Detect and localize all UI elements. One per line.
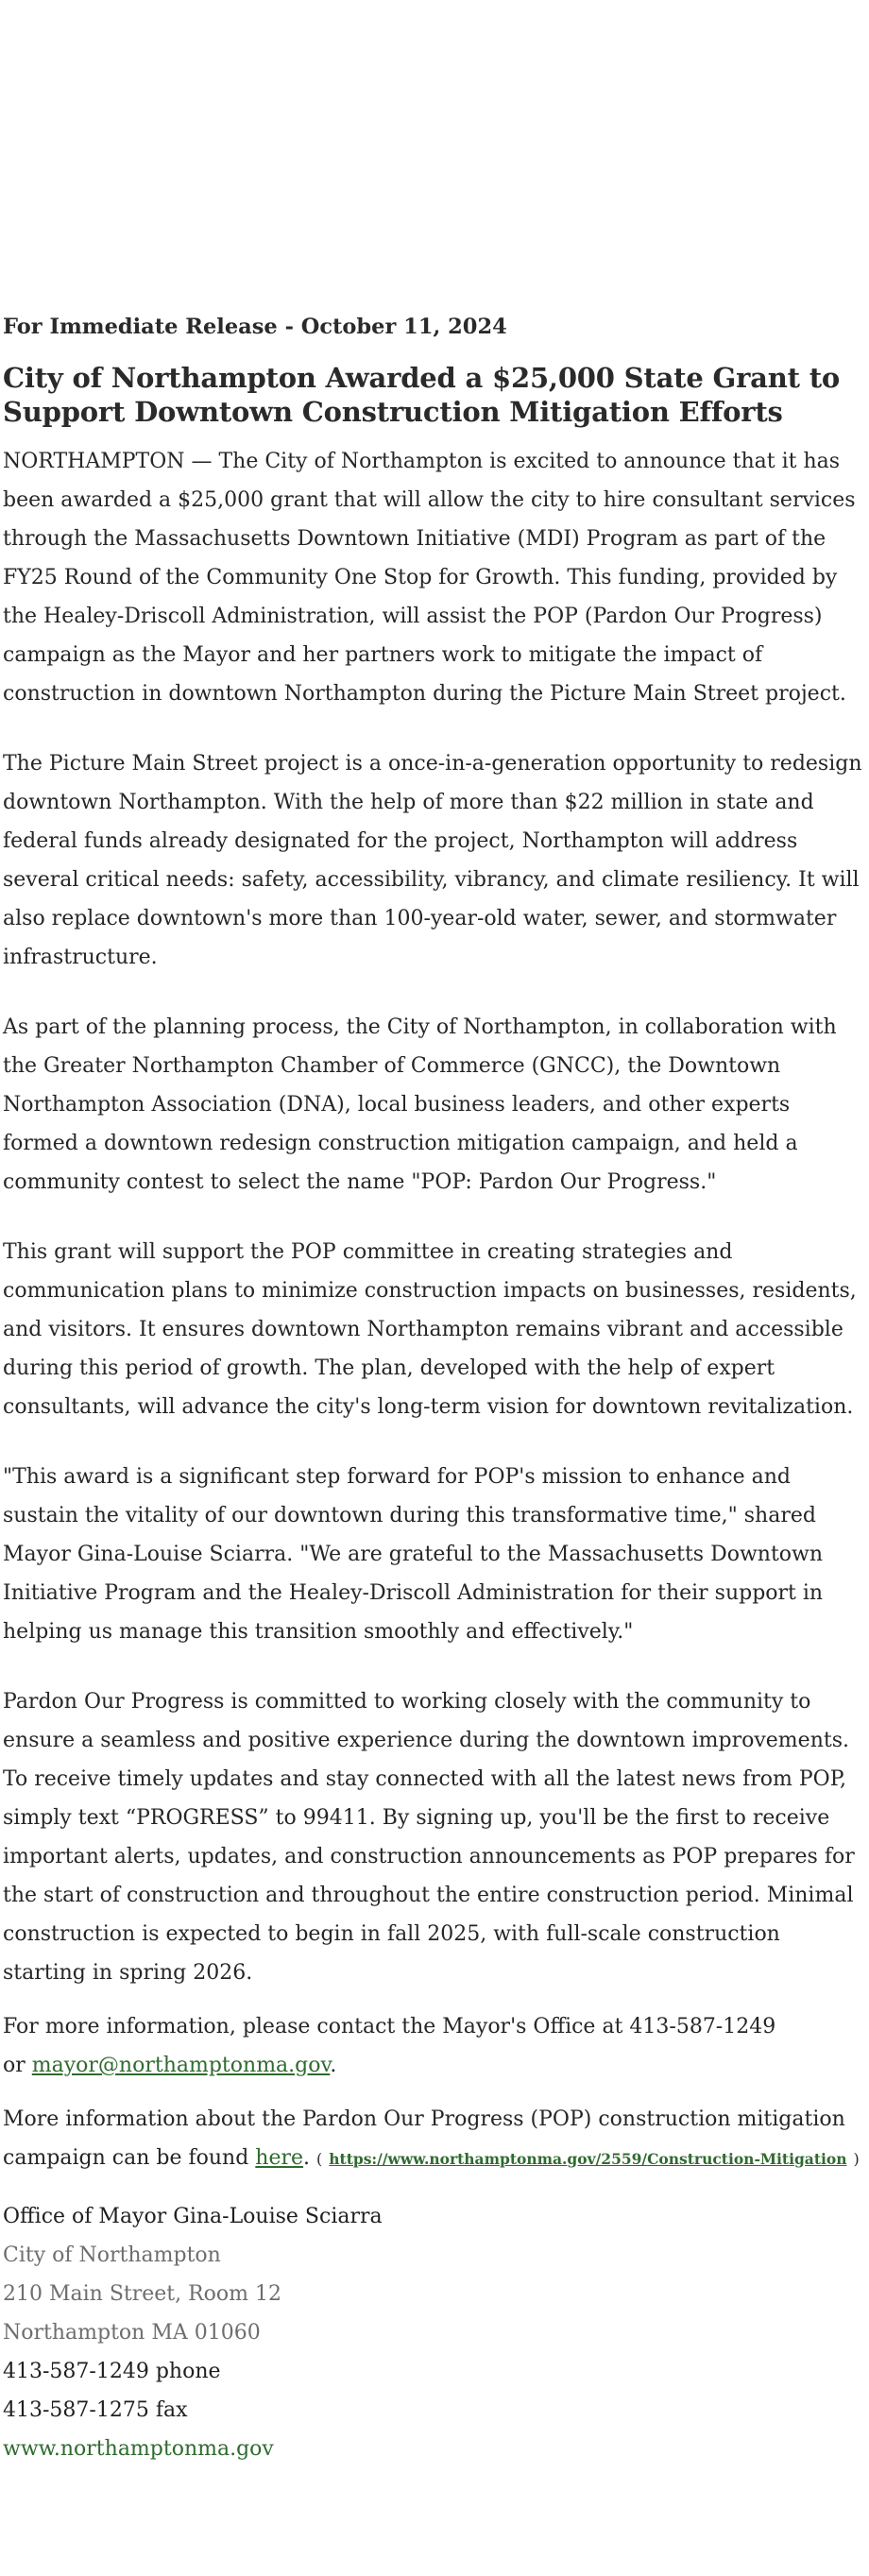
more-info-text: More information about the Pardon Our Progress (POP) construction mitigation campaign can be found [3,2107,845,2170]
contact-info [3,2007,867,2085]
contact-or: or [3,2054,26,2077]
construction-mitigation-url[interactable]: https://www.northamptonma.gov/2559/Construction-Mitigation [329,2150,847,2168]
url-paren-close: ) [853,2150,860,2168]
more-info [3,2100,867,2178]
paragraph-grant-support: This grant will support the POP committee in creating strategies and communication plans to minimize construction impacts on businesses, residents, and visitors. It ensures downtown Northampton remains vibrant and accessible during this period of growth. The plan, developed with the help of expert consultants, will advance the city's long-term vision for downtown revitalization. [3,1240,857,1419]
here-link-period: . [303,2146,311,2170]
email-link[interactable]: mayor@northamptonma.gov [31,2054,331,2077]
paragraph-intro: NORTHAMPTON — The City of Northampton is excited to announce that it has been awarded a $25,000 grant that will allow the city to hire consultant services through the Massachusetts Downtown Initiative (MDI) Program as part of the FY25 Round of the Community One Stop for Growth. This funding, provided by the Healey-Driscoll Administration, will assist the POP (Pardon Our Progress) campaign as the Mayor and her partners work to mitigate the impact of construction in downtown Northampton during the Picture Main Street project. [3,450,856,706]
signature-street: 210 Main Street, Room 12 [3,2282,282,2306]
paragraph-project: The Picture Main Street project is a once-in-a-generation opportunity to redesign downtown Northampton. With the help of more than $22 million in state and federal funds already designated for the project, Northampton will address several critical needs: safety, accessibility, vibrancy, and climate resiliency. It will also replace downtown's more than 100-year-old water, sewer, and stormwater infrastructure. [3,752,862,969]
signature-office: Office of Mayor Gina-Louise Sciarra [3,2205,383,2228]
signature-phone: 413-587-1249 phone [3,2360,221,2383]
signature-city: City of Northampton [3,2243,221,2267]
signature-citystate: Northampton MA 01060 [3,2321,261,2345]
release-dateline: For Immediate Release - October 11, 2024 [3,315,507,339]
signature-block [3,2197,867,2468]
paragraph-text-updates: Pardon Our Progress is committed to working closely with the community to ensure a seamless and positive experience during the downtown improvements. To receive timely updates and stay connected with all the latest news from POP, simply text “PROGRESS” to 99411. By signing up, you'll be the first to receive important alerts, updates, and construction announcements as POP prepares for the start of construction and throughout the entire construction period. Minimal construction is expected to begin in fall 2025, with full-scale construction starting in spring 2026. [3,1690,855,1985]
here-link[interactable]: here [255,2146,304,2170]
paragraph-mayor-quote: "This award is a significant step forward for POP's mission to enhance and sustain the vitality of our downtown during this transformative time," shared Mayor Gina-Louise Sciarra. "We are grateful to the Massachusetts Downtown Initiative Program and the Healey-Driscoll Administration for their support in helping us manage this transition smoothly and effectively." [3,1465,824,1644]
url-paren-open: ( [316,2150,323,2168]
release-headline: City of Northampton Awarded a $25,000 State Grant to Support Downtown Construction Mitigation Efforts [3,362,841,428]
paragraph-planning: As part of the planning process, the City of Northampton, in collaboration with the Greater Northampton Chamber of Commerce (GNCC), the Downtown Northampton Association (DNA), local business leaders, and other experts formed a downtown redesign construction mitigation campaign, and held a community contest to select the name "POP: Pardon Our Progress." [3,1015,837,1194]
signature-website[interactable]: www.northamptonma.gov [3,2437,274,2461]
contact-line: For more information, please contact the Mayor's Office at 413-587-1249 [3,2015,776,2039]
signature-fax: 413-587-1275 fax [3,2398,188,2422]
press-release [3,312,867,2468]
email-suffix: . [330,2054,337,2077]
